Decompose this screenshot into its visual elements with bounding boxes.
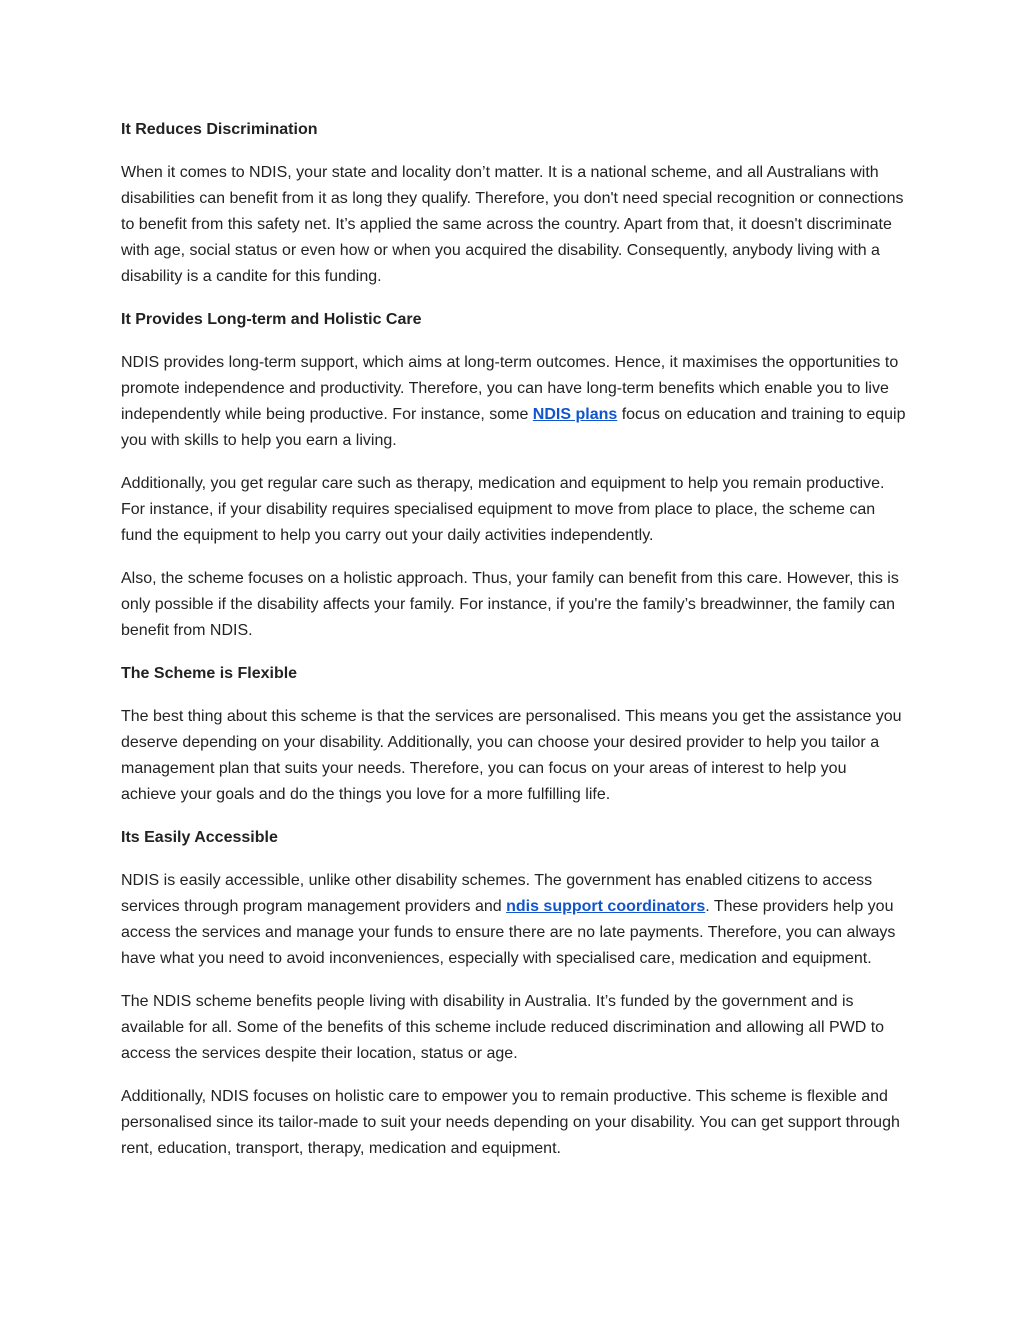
paragraph-personalised-services: The best thing about this scheme is that the services are personalised. This means you get the assistance you deserve depending on your disability. Additionally, you can choose your desired provider to help you tailor a management plan that suits your needs. Therefore, you can focus on your areas of interest to help you achieve your goals and do the things you love for a more fulfilling life. — [121, 708, 902, 803]
ndis-support-coordinators-link[interactable]: ndis support coordinators — [506, 898, 706, 915]
paragraph-text: NDIS is easily accessible, unlike other disability schemes. The government has enabled citizens to access services through program management providers and — [121, 872, 873, 915]
ndis-plans-link[interactable]: NDIS plans — [532, 406, 618, 423]
heading-reduces-discrimination: It Reduces Discrimination — [121, 121, 318, 138]
paragraph-text: focus on education and training to equip you with skills to help you earn a living. — [121, 406, 906, 449]
paragraph-discrimination: When it comes to NDIS, your state and locality don’t matter. It is a national scheme, and all Australians with disabilities can benefit from it as long they qualify. Therefore, you don't need special recognition or connections to benefit from this safety net. It’s applied the same across the country. Apart from that, it doesn't discriminate with age, social status or even how or when you acquired the disability. Consequently, anybody living with a disability is a candite for this funding. — [121, 164, 904, 285]
paragraph-text: . These providers help you access the services and manage your funds to ensure there are no late payments. Therefore, you can always have what you need to avoid inconveniences, especially with specialised care, medication and equipment. — [121, 898, 896, 967]
paragraph-scheme-benefits: The NDIS scheme benefits people living with disability in Australia. It’s funded by the government and is available for all. Some of the benefits of this scheme include reduced discrimination and allowing all PWD to access the services despite their location, status or age. — [121, 993, 885, 1062]
paragraph-holistic-approach: Also, the scheme focuses on a holistic approach. Thus, your family can benefit from this care. However, this is only possible if the disability affects your family. For instance, if you're the family’s breadwinner, the family can benefit from NDIS. — [121, 570, 899, 639]
paragraph-text: NDIS provides long-term support, which aims at long-term outcomes. Hence, it maximises the opportunities to promote independence and productivity. Therefore, you can have long-term benefits which enable you to live independently while being productive. For instance, some — [121, 354, 899, 423]
paragraph-accessible — [121, 868, 906, 972]
heading-scheme-flexible: The Scheme is Flexible — [121, 665, 298, 682]
heading-easily-accessible: Its Easily Accessible — [121, 829, 278, 846]
paragraph-long-term-support — [121, 350, 906, 454]
paragraph-conclusion: Additionally, NDIS focuses on holistic care to empower you to remain productive. This scheme is flexible and personalised since its tailor-made to suit your needs depending on your disability. You can get support through rent, education, transport, therapy, medication and equipment. — [121, 1088, 900, 1157]
heading-holistic-care: It Provides Long-term and Holistic Care — [121, 311, 422, 328]
paragraph-regular-care: Additionally, you get regular care such as therapy, medication and equipment to help you remain productive. For instance, if your disability requires specialised equipment to move from place to place, the scheme can fund the equipment to help you carry out your daily activities independently. — [121, 475, 885, 544]
document-page — [121, 117, 906, 1179]
